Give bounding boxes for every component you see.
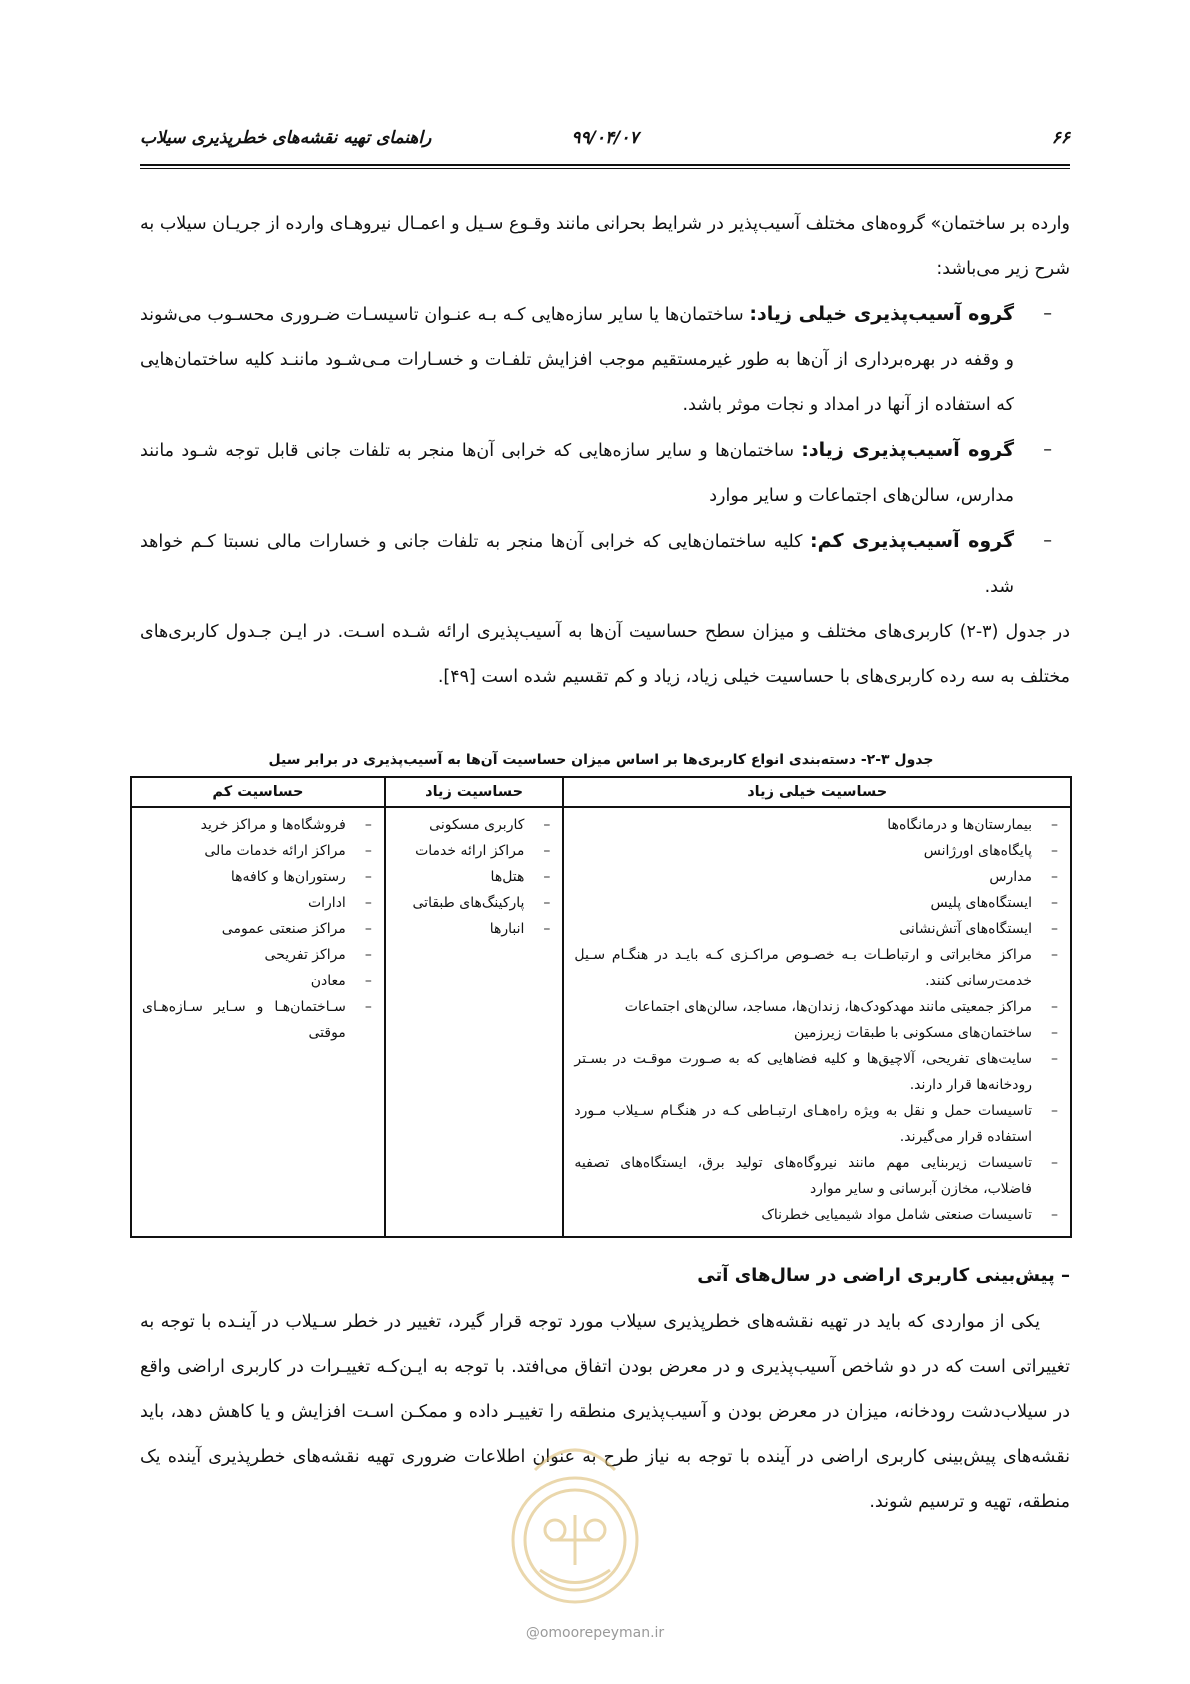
bullet-dash: – [1043, 440, 1052, 460]
list-item: – تاسیسات حمل و نقل به ویژه راه‌هـای ارتبـاطی کـه در هنگـام سـیلاب مـورد استفاده قرار می‌گیرند. [564, 1098, 1070, 1150]
section-paragraph: یکی از مواردی که باید در تهیه نقشه‌های خطرپذیری سیلاب مورد توجه قرار گیرد، تغییر در خطر سـیلاب در آینـده با توجه به تغییراتی است که در دو شاخص آسیب‌پذیری و در معرض بودن اتفاق می‌افتد. با توجه به ایـن‌کـه تغییـرات در کاربری اراضی واقع در سیلاب‌دشت رودخانه، میزان در معرض بودن و آسیب‌پذیری منطقه را تغییـر داده و ممکـن اسـت افزایش و یا کاهش دهد، باید نقشه‌های پیش‌بینی کاربری اراضی در آینده با توجه به نیاز طرح به عنوان اطلاعات ضروری تهیه نقشه‌های خطرپذیری آینده یک منطقه، تهیه و ترسیم شوند. [140, 1312, 1070, 1512]
watermark-logo [495, 1430, 655, 1620]
list-item: – مراکز جمعیتی مانند مهدکودک‌ها، زندان‌ها، مساجد، سالن‌های اجتماعات [564, 994, 1070, 1020]
list-item: – هتل‌ها [386, 864, 563, 890]
list-item: – انبارها [386, 916, 563, 942]
list-item: – رستوران‌ها و کافه‌ها [132, 864, 384, 890]
section-heading: – پیش‌بینی کاربری اراضی در سال‌های آتی [697, 1265, 1070, 1286]
sensitivity-table [130, 776, 1072, 1238]
bullet-text: ساختمان‌ها و سایر سازه‌هایی که خرابی آن‌ها منجر به تلفات جانی قابل توجه شـود مانند مدارس، سالن‌های اجتماعات و سایر موارد [140, 441, 1014, 506]
watermark-text: @omoorepeyman.ir [525, 1625, 665, 1641]
list-item: – کاربری مسکونی [386, 812, 563, 838]
column-header-low: حساسیت کم [131, 777, 385, 807]
low-cell [131, 807, 385, 1237]
list-item: – ادارات [132, 890, 384, 916]
list-item: – تاسیسات زیربنایی مهم مانند نیروگاه‌های تولید برق، ایستگاه‌های تصفیه فاضلاب، مخازن آبرسانی و سایر موارد [564, 1150, 1070, 1202]
list-item: – ساختمان‌های مسکونی با طبقات زیرزمین [564, 1020, 1070, 1046]
list-item: – سـاختمان‌هـا و سـایر سـازه‌هـای موقتی [132, 994, 384, 1046]
list-item: – مراکز مخابراتی و ارتباطـات بـه خصـوص مراکـزی کـه بایـد در هنگـام سـیل خدمت‌رسانی کنند. [564, 942, 1070, 994]
list-item: – پارکینگ‌های طبقاتی [386, 890, 563, 916]
bullet-title: گروه آسیب‌پذیری زیاد: [801, 439, 1015, 461]
list-item: – مراکز صنعتی عمومی [132, 916, 384, 942]
very-high-list [564, 812, 1070, 1228]
header-date: ۹۹/۰۴/۰۷ [571, 128, 639, 148]
low-list [132, 812, 384, 1046]
list-item: – فروشگاه‌ها و مراکز خرید [132, 812, 384, 838]
list-item: – ایستگاه‌های پلیس [564, 890, 1070, 916]
list-item: – تاسیسات صنعتی شامل مواد شیمیایی خطرناک [564, 1202, 1070, 1228]
bullet-very-high [140, 292, 1070, 428]
bullet-title: گروه آسیب‌پذیری خیلی زیاد: [749, 303, 1015, 325]
running-header [140, 128, 1070, 156]
high-list [386, 812, 563, 942]
list-item: – ایستگاه‌های آتش‌نشانی [564, 916, 1070, 942]
column-header-very-high: حساسیت خیلی زیاد [563, 777, 1071, 807]
column-header-high: حساسیت زیاد [385, 777, 564, 807]
body-text [140, 202, 1070, 700]
bullet-text: کلیه ساختمان‌هایی که خرابی آن‌ها منجر به تلفات جانی و خسارات مالی نسبتا کـم خواهد شد. [140, 532, 1014, 597]
bullet-text: ساختمان‌ها یا سایر سازه‌هایی کـه بـه عنـوان تاسیسـات ضـروری محسـوب می‌شوند و وقفه در بهره‌برداری از آن‌ها به طور غیرمستقیم موجب افزایش تلفـات و خسـارات مـی‌شـود ماننـد کلیه ساختمان‌هایی که استفاده از آنها در امداد و نجات موثر باشد. [140, 305, 1014, 415]
list-item: – پایگاه‌های اورژانس [564, 838, 1070, 864]
list-item: – معادن [132, 968, 384, 994]
high-cell [385, 807, 564, 1237]
list-item: – مراکز ارائه خدمات مالی [132, 838, 384, 864]
list-item: – بیمارستان‌ها و درمانگاه‌ها [564, 812, 1070, 838]
bullet-high [140, 428, 1070, 519]
header-rule [140, 164, 1070, 169]
bullet-dash: – [1043, 531, 1052, 551]
very-high-cell [563, 807, 1071, 1237]
list-item: – مراکز ارائه خدمات [386, 838, 563, 864]
table-caption: جدول ۳-۲- دسته‌بندی انواع کاربری‌ها بر اساس میزان حساسیت آن‌ها به آسیب‌پذیری در برابر سیل [268, 752, 934, 768]
intro-paragraph: وارده بر ساختمان» گروه‌های مختلف آسیب‌پذیر در شرایط بحرانی مانند وقـوع سـیل و اعمـال نیروهـای وارده از جریـان سیلاب به شرح زیر می‌باشد: [140, 214, 1070, 279]
list-item: – سایت‌های تفریحی، آلاچیق‌ها و کلیه فضاهایی که به صـورت موقـت در بسـتر رودخانه‌ها قرار دارند. [564, 1046, 1070, 1098]
list-item: – مدارس [564, 864, 1070, 890]
table-intro-paragraph: در جدول (۳-۲) کاربری‌های مختلف و میزان سطح حساسیت آن‌ها به آسیب‌پذیری ارائه شـده اسـت. در ایـن جـدول کاربری‌های مختلف به سه رده کاربری‌های با حساسیت خیلی زیاد، زیاد و کم تقسیم شده است [۴۹]. [140, 622, 1070, 687]
bullet-dash: – [1043, 304, 1052, 324]
bullet-title: گروه آسیب‌پذیری کم: [809, 530, 1015, 552]
page-number: ۶۶ [1051, 128, 1070, 148]
header-title: راهنمای تهیه نقشه‌های خطرپذیری سیلاب [140, 128, 432, 148]
list-item: – مراکز تفریحی [132, 942, 384, 968]
bullet-low [140, 519, 1070, 610]
